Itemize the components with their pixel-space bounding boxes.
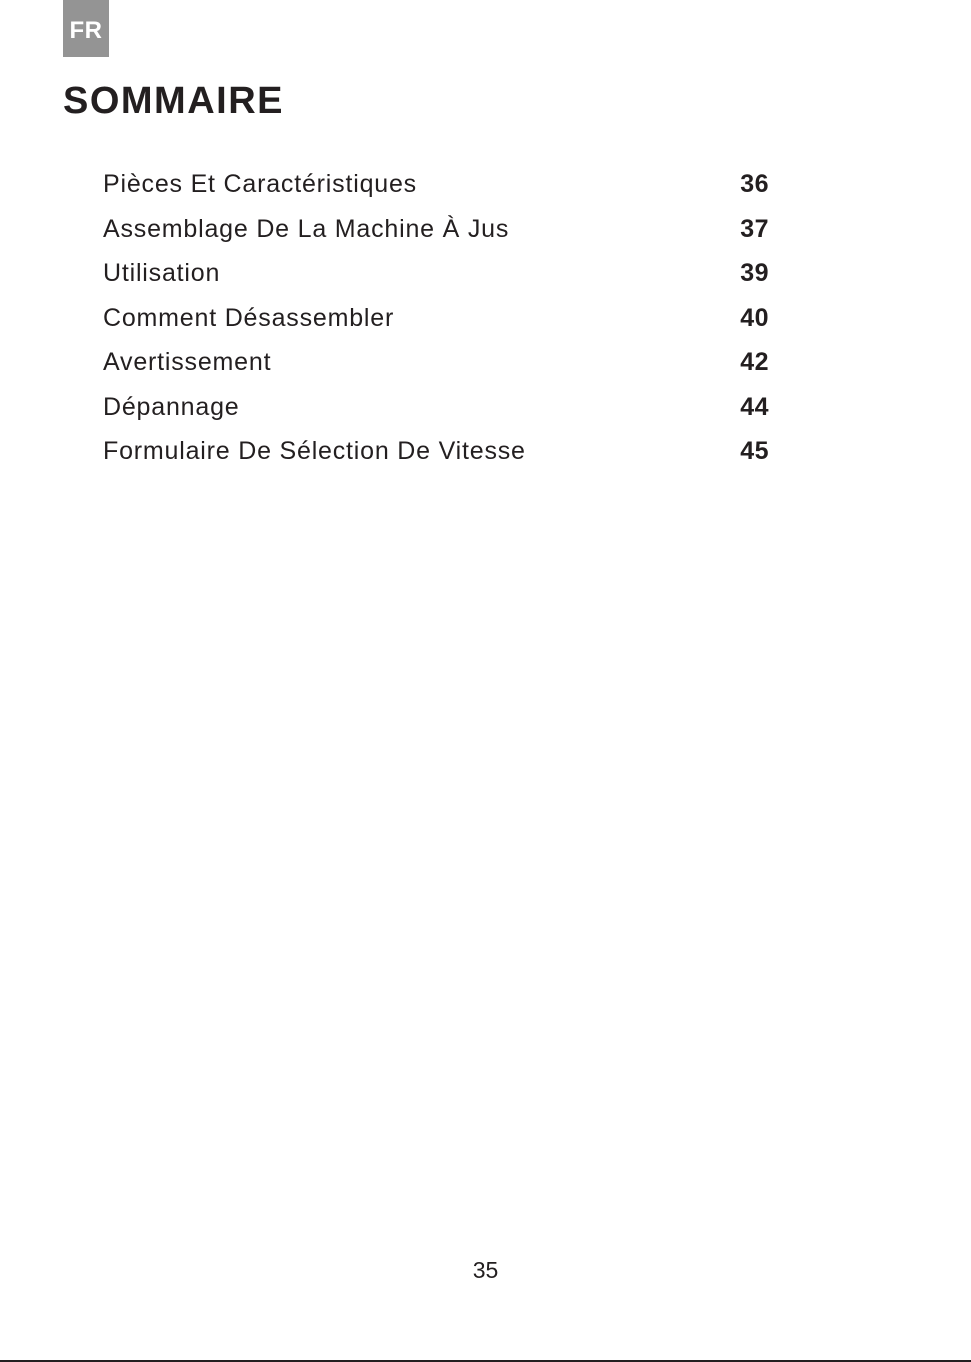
toc-item-page: 36 — [740, 170, 769, 198]
toc-item-label: Dépannage — [103, 392, 240, 421]
toc-item[interactable] — [103, 211, 769, 256]
toc-item[interactable] — [103, 255, 769, 300]
toc-item-page: 44 — [740, 392, 769, 421]
toc-item-page: 39 — [740, 259, 769, 287]
toc-item-label: Avertissement — [103, 348, 272, 376]
toc-item-label: Assemblage De La Machine À Jus — [103, 214, 510, 243]
toc-item-label: Pièces Et Caractéristiques — [103, 170, 417, 198]
toc-item[interactable] — [103, 389, 769, 434]
page-number: 35 — [472, 1257, 499, 1283]
toc-item[interactable] — [103, 344, 769, 389]
toc-item[interactable] — [103, 300, 769, 345]
toc-item-page: 37 — [740, 214, 769, 243]
toc-item[interactable] — [103, 433, 769, 478]
toc-item-label: Comment Désassembler — [103, 303, 395, 332]
toc-item-label: Formulaire De Sélection De Vitesse — [103, 437, 526, 465]
page-title: SOMMAIRE — [63, 80, 284, 122]
toc-item-page: 40 — [740, 303, 769, 332]
table-of-contents — [103, 166, 769, 478]
toc-item-page: 42 — [740, 348, 769, 376]
toc-item-page: 45 — [740, 437, 769, 465]
language-badge: FR — [63, 0, 109, 57]
toc-item-label: Utilisation — [103, 259, 221, 287]
toc-item[interactable] — [103, 166, 769, 211]
